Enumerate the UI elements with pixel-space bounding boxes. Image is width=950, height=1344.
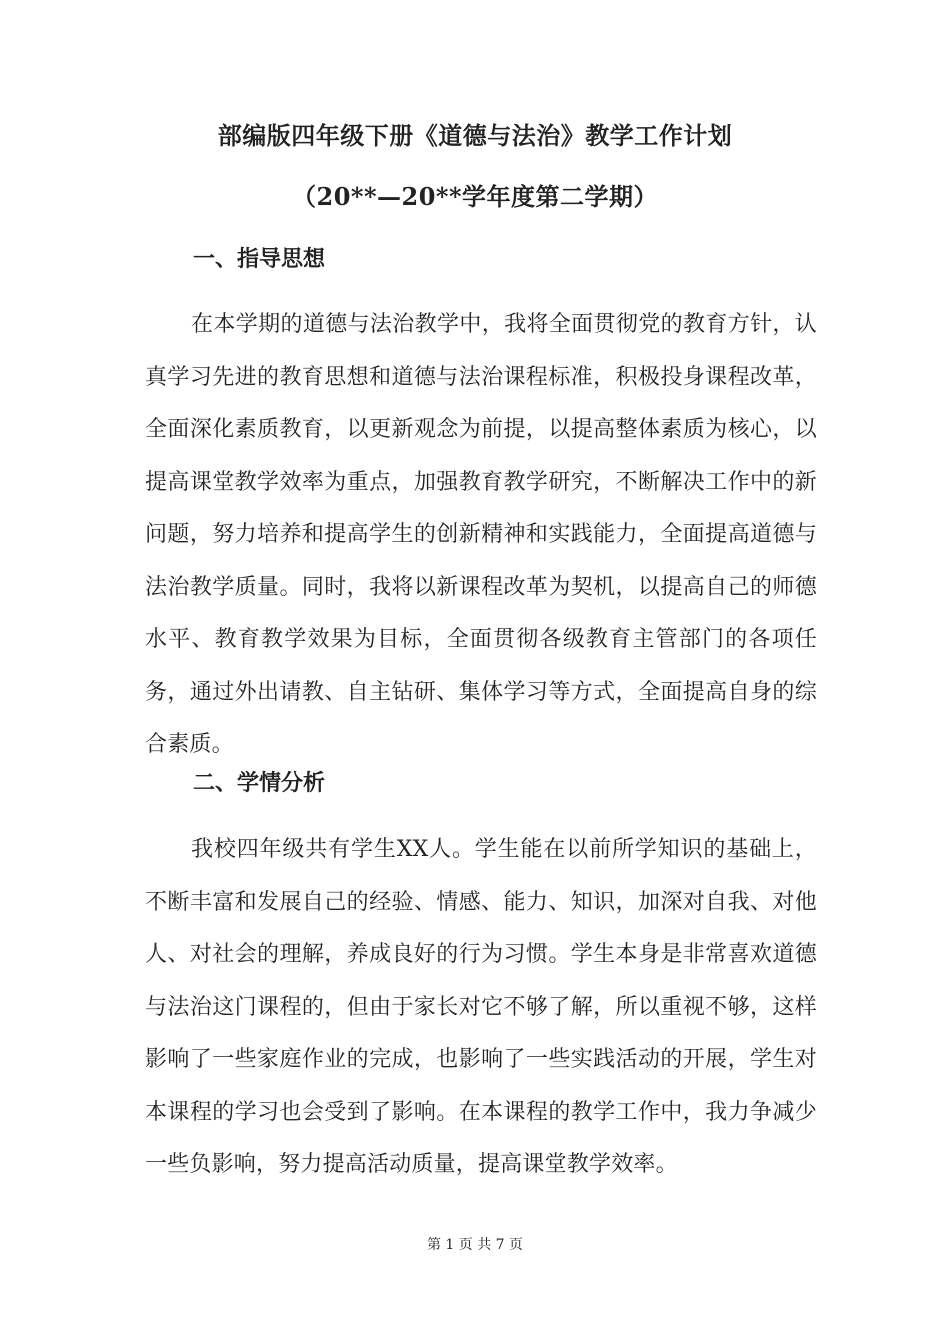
document-subtitle: （20**—20**学年度第二学期） bbox=[292, 182, 658, 211]
document-title: 部编版四年级下册《道德与法治》教学工作计划 bbox=[217, 121, 733, 150]
section-paragraph-guiding-ideology: 在本学期的道德与法治教学中，我将全面贯彻党的教育方针，认真学习先进的教育思想和道德与法治课程标准，积极投身课程改革，全面深化素质教育，以更新观念为前提，以提高整体素质为核心，以提高课堂教学效率为重点，加强教育教学研究，不断解决工作中的新问题，努力培养和提高学生的创新精神和实践能力，全面提高道德与法治教学质量。同时，我将以新课程改革为契机，以提高自己的师德水平、教育教学效果为目标，全面贯彻各级教育主管部门的各项任务，通过外出请教、自主钻研、集体学习等方式，全面提高自身的综合素质。 bbox=[145, 312, 817, 757]
section-paragraph-student-analysis: 我校四年级共有学生XX人。学生能在以前所学知识的基础上，不断丰富和发展自己的经验、情感、能力、知识，加深对自我、对他人、对社会的理解，养成良好的行为习惯。学生本身是非常喜欢道德与法治这门课程的，但由于家长对它不够了解，所以重视不够，这样影响了一些家庭作业的完成，也影响了一些实践活动的开展，学生对本课程的学习也会受到了影响。在本课程的教学工作中，我力争减少一些负影响，努力提高活动质量，提高课堂教学效率。 bbox=[145, 837, 817, 1177]
section-heading-guiding-ideology: 一、指导思想 bbox=[193, 246, 326, 272]
page-footer: 第 1 页 共 7 页 bbox=[426, 1237, 524, 1253]
section-heading-student-analysis: 二、学情分析 bbox=[193, 770, 326, 796]
